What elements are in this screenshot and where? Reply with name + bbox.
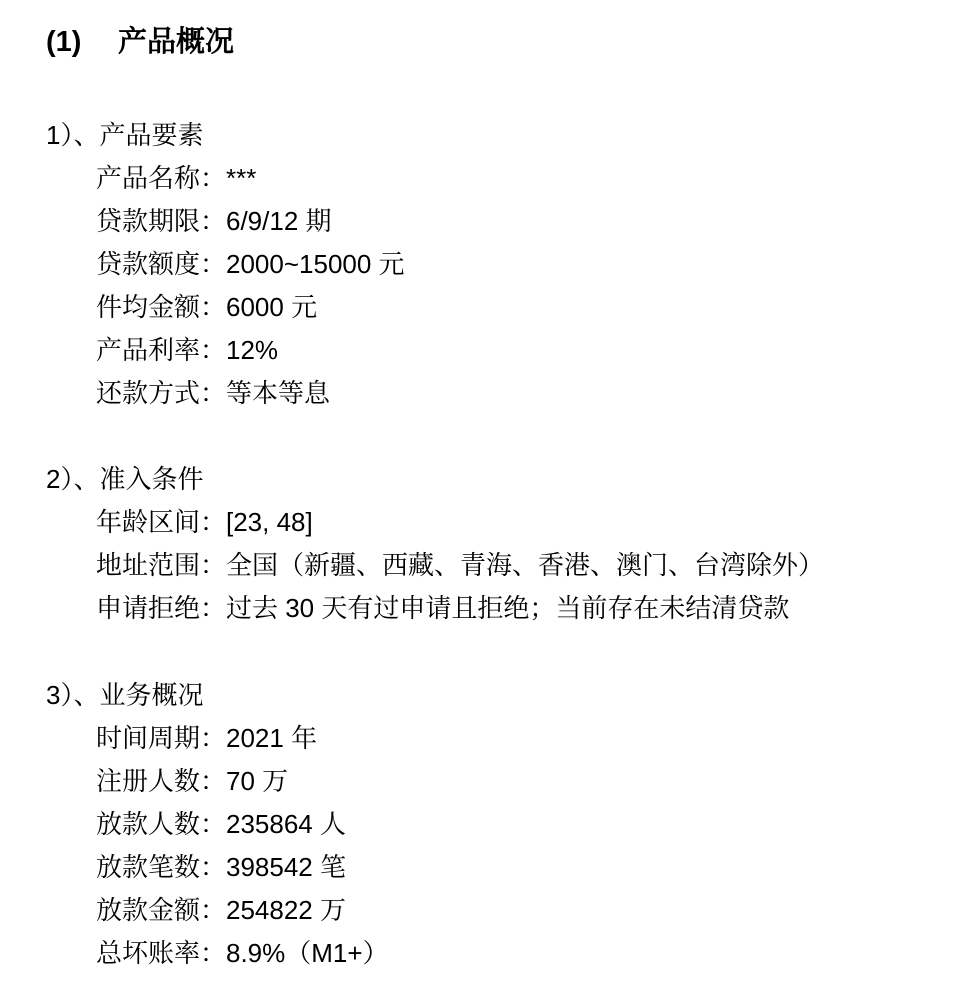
loan-count-line: 放款笔数：398542 笔 (96, 852, 346, 882)
address-range-line: 地址范围：全国（新疆、西藏、青海、香港、澳门、台湾除外） (96, 550, 825, 580)
page-title (46, 20, 234, 64)
interest-rate-line: 产品利率：12% (96, 335, 279, 365)
section-product-elements (46, 114, 946, 415)
registered-users-line: 注册人数：70 万 (96, 766, 289, 796)
section-heading: 2）、准入条件 (46, 464, 204, 494)
section-access-conditions (46, 458, 946, 630)
borrowers-line: 放款人数：235864 人 (96, 809, 346, 839)
age-range-line: 年龄区间：[23, 48] (96, 507, 313, 537)
section-heading: 3）、业务概况 (46, 680, 204, 710)
loan-amount-total-line: 放款金额：254822 万 (96, 895, 346, 925)
product-name-line: 产品名称：*** (96, 163, 257, 193)
title-text: 产品概况 (118, 26, 235, 58)
repayment-method-line: 还款方式：等本等息 (96, 378, 331, 408)
time-period-line: 时间周期：2021 年 (96, 723, 318, 753)
loan-term-line: 贷款期限：6/9/12 期 (96, 206, 332, 236)
average-amount-line: 件均金额：6000 元 (96, 292, 318, 322)
application-rejection-line: 申请拒绝：过去 30 天有过申请且拒绝；当前存在未结清贷款 (96, 593, 790, 623)
loan-amount-line: 贷款额度：2000~15000 元 (96, 249, 405, 279)
bad-debt-rate-line: 总坏账率：8.9%（M1+） (96, 938, 389, 968)
title-number: (1) (46, 26, 82, 58)
section-business-overview (46, 674, 946, 975)
section-heading: 1）、产品要素 (46, 120, 204, 150)
